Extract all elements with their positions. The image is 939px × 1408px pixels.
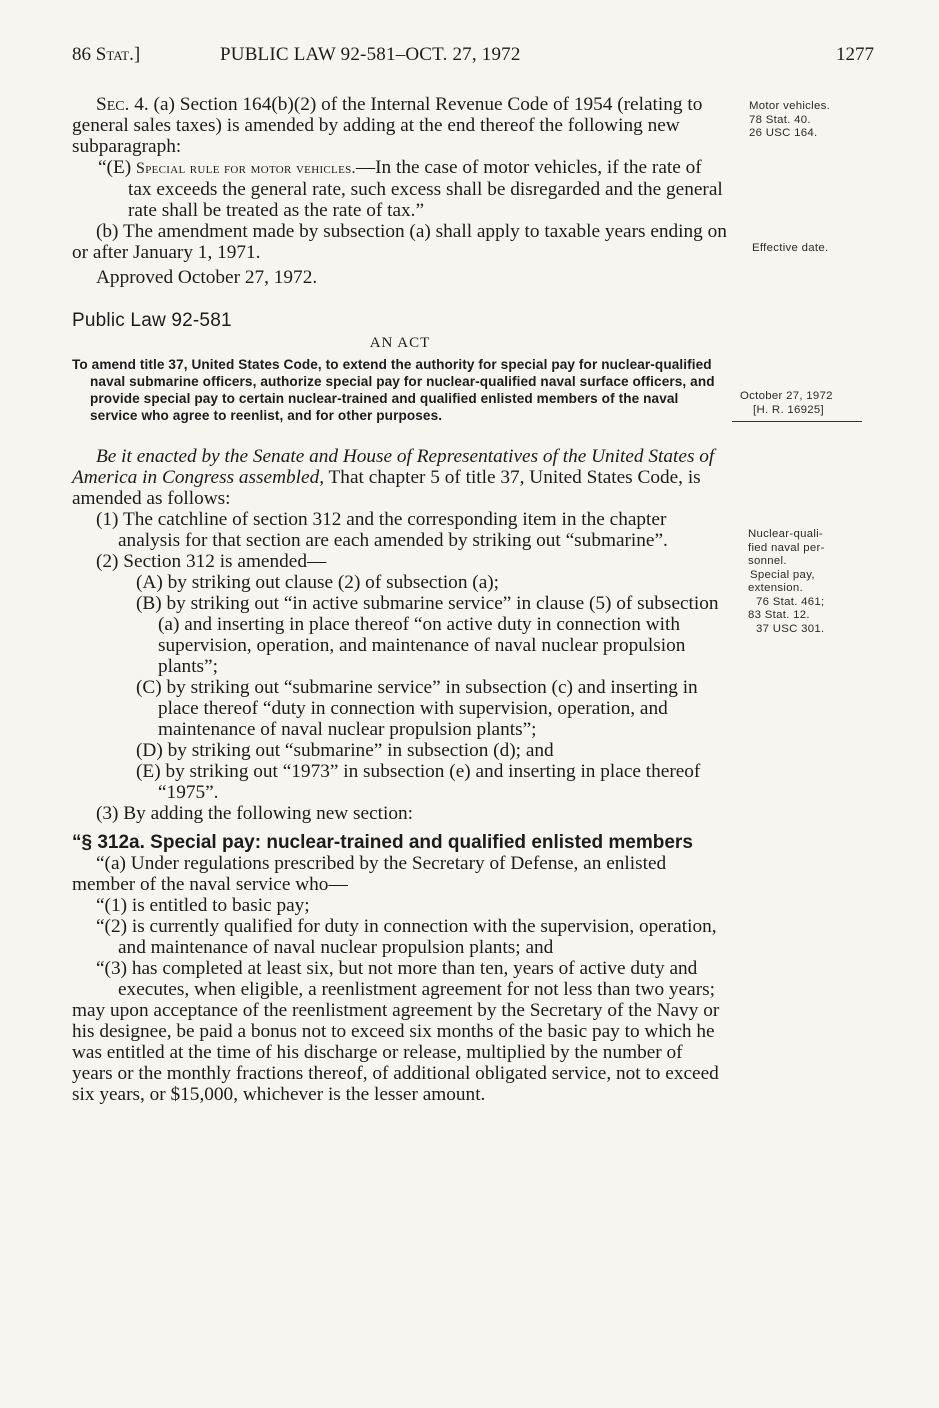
enacting-clause: Be it enacted by the Senate and House of Representatives of the United States of America in Congress assembled, That chapter 5 of title 37, United States Code, is amended as follows: (72, 446, 715, 509)
clause-2: “(2) is currently qualified for duty in connection with the supervision, operation, and maintenance of naval nuclear propulsion plants; and (96, 916, 717, 958)
sidenote-bill-date: October 27, 1972 [H. R. 16925] (740, 390, 833, 417)
sidenote-nuclear-personnel: Nuclear-quali- fied naval per- sonnel. Special pay, extension. 76 Stat. 461; 83 Stat. 12. 37 USC 301. (748, 528, 825, 635)
paragraph-2b: (B) by striking out “in active submarine service” in clause (5) of subsection (a) and inserting in place thereof “on active duty in connection with supervision, operation, and maintenance of naval nuclear propulsion plants”; (136, 593, 719, 677)
sec4-a: Sec. 4. (a) Section 164(b)(2) of the Internal Revenue Code of 1954 (relating to general sales taxes) is amended by adding at the end thereof the following new subparagraph: (72, 94, 703, 157)
paragraph-2e: (E) by striking out “1973” in subsection (e) and inserting in place thereof “1975”. (136, 761, 701, 803)
sidenote-motor-vehicles: Motor vehicles. 78 Stat. 40. 26 USC 164. (749, 100, 831, 139)
clause-1: “(1) is entitled to basic pay; (96, 895, 310, 916)
main-text (72, 94, 728, 1105)
paragraph-2c: (C) by striking out “submarine service” in subsection (c) and inserting in place thereof “duty in connection with supervision, operation, and maintenance of naval nuclear propulsion plants”; (136, 677, 698, 740)
page-number: 1277 (836, 44, 874, 65)
section-312a-a-conclusion: may upon acceptance of the reenlistment agreement by the Secretary of the Navy or his designee, be paid a bonus not to exceed six months of the basic pay to which he was entitled at the time of his discharge or release, multiplied by the number of years or the monthly fractions thereof, of additional obligated service, not to exceed six years, or $15,000, whichever is the lesser amount. (72, 1000, 720, 1105)
section-312a-heading: “§ 312a. Special pay: nuclear-trained and qualified enlisted members (72, 832, 693, 853)
an-act-heading: AN ACT (369, 335, 431, 351)
paragraph-3: (3) By adding the following new section: (96, 803, 414, 824)
act-title: To amend title 37, United States Code, to extend the authority for special pay for nuclear-qualified naval submarine officers, authorize special pay for nuclear-qualified naval surface officers, and provide special pay to certain nuclear-trained and qualified enlisted members of the naval service who agree to reenlist, and for other purposes. (72, 357, 715, 423)
approved-date: Approved October 27, 1972. (96, 267, 318, 288)
section-312a-a: “(a) Under regulations prescribed by the Secretary of Defense, an enlisted member of the naval service who— (72, 853, 667, 895)
sidenote-rule (732, 421, 862, 422)
sidenote-effective-date: Effective date. (752, 242, 829, 254)
sec4-subparagraph-e: “(E) Special rule for motor vehicles.—In the case of motor vehicles, if the rate of tax exceeds the general rate, such excess shall be disregarded and the general rate shall be treated as the rate of tax.” (98, 157, 723, 221)
paragraph-2d: (D) by striking out “submarine” in subsection (d); and (136, 740, 554, 761)
paragraph-1: (1) The catchline of section 312 and the corresponding item in the chapter analysis for that section are each amended by striking out “submarine”. (96, 509, 668, 551)
page-header (72, 44, 874, 74)
clause-3: “(3) has completed at least six, but not more than ten, years of active duty and executes, when eligible, a reenlistment agreement for not less than two years; (96, 958, 715, 1000)
sec4-b: (b) The amendment made by subsection (a) shall apply to taxable years ending on or after January 1, 1971. (72, 221, 727, 263)
public-law-number: Public Law 92-581 (72, 310, 232, 331)
paragraph-2a: (A) by striking out clause (2) of subsection (a); (136, 572, 500, 593)
paragraph-2: (2) Section 312 is amended— (96, 551, 327, 572)
header-volume: 86 Stat.] (72, 44, 141, 65)
header-law-title: PUBLIC LAW 92-581–OCT. 27, 1972 (220, 44, 521, 65)
